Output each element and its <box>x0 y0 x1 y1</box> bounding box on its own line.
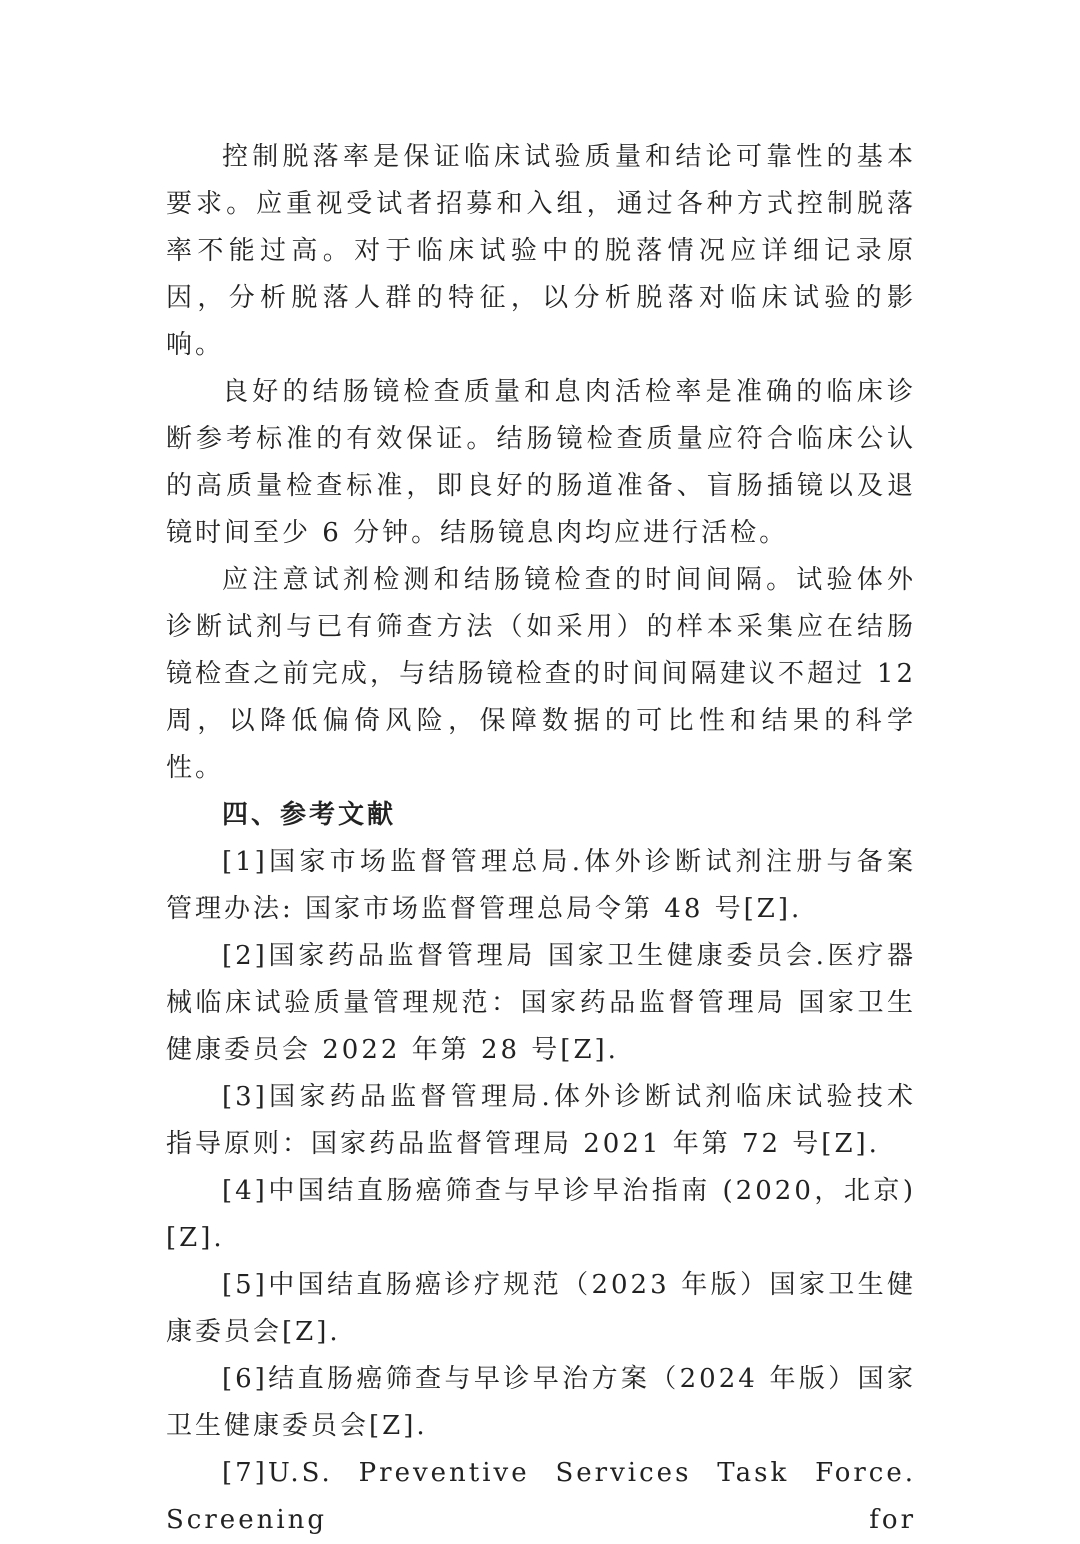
page-body <box>166 134 916 1544</box>
reference-item-6: [6]结直肠癌筛查与早诊早治方案（2024 年版）国家卫生健康委员会[Z]. <box>166 1364 916 1441</box>
reference-item-7: [7]U.S. Preventive Services Task Force. Screening for <box>166 1458 916 1535</box>
reference-item-5: [5]中国结直肠癌诊疗规范（2023 年版）国家卫生健康委员会[Z]. <box>166 1270 916 1347</box>
reference-item-4: [4]中国结直肠癌筛查与早诊早治指南 (2020，北京)[Z]. <box>166 1176 916 1253</box>
reference-item-2: [2]国家药品监督管理局 国家卫生健康委员会.医疗器械临床试验质量管理规范：国家药品监督管理局 国家卫生健康委员会 2022 年第 28 号[Z]. <box>166 941 916 1065</box>
reference-item-1: [1]国家市场监督管理总局.体外诊断试剂注册与备案管理办法: 国家市场监督管理总局令第 48 号[Z]. <box>166 847 916 924</box>
paragraph-dropout-rate: 控制脱落率是保证临床试验质量和结论可靠性的基本要求。应重视受试者招募和入组，通过各种方式控制脱落率不能过高。对于临床试验中的脱落情况应详细记录原因，分析脱落人群的特征，以分析脱落对临床试验的影响。 <box>166 142 916 360</box>
paragraph-time-interval: 应注意试剂检测和结肠镜检查的时间间隔。试验体外诊断试剂与已有筛查方法（如采用）的样本采集应在结肠镜检查之前完成，与结肠镜检查的时间间隔建议不超过 12 周，以降低偏倚风险，保障数据的可比性和结果的科学性。 <box>166 565 916 783</box>
paragraph-colonoscopy-quality: 良好的结肠镜检查质量和息肉活检率是准确的临床诊断参考标准的有效保证。结肠镜检查质量应符合临床公认的高质量检查标准，即良好的肠道准备、盲肠插镜以及退镜时间至少 6 分钟。结肠镜息肉均应进行活检。 <box>166 377 916 548</box>
section-heading-references: 四、参考文献 <box>222 800 397 830</box>
reference-item-3: [3]国家药品监督管理局.体外诊断试剂临床试验技术指导原则：国家药品监督管理局 2021 年第 72 号[Z]. <box>166 1082 916 1159</box>
